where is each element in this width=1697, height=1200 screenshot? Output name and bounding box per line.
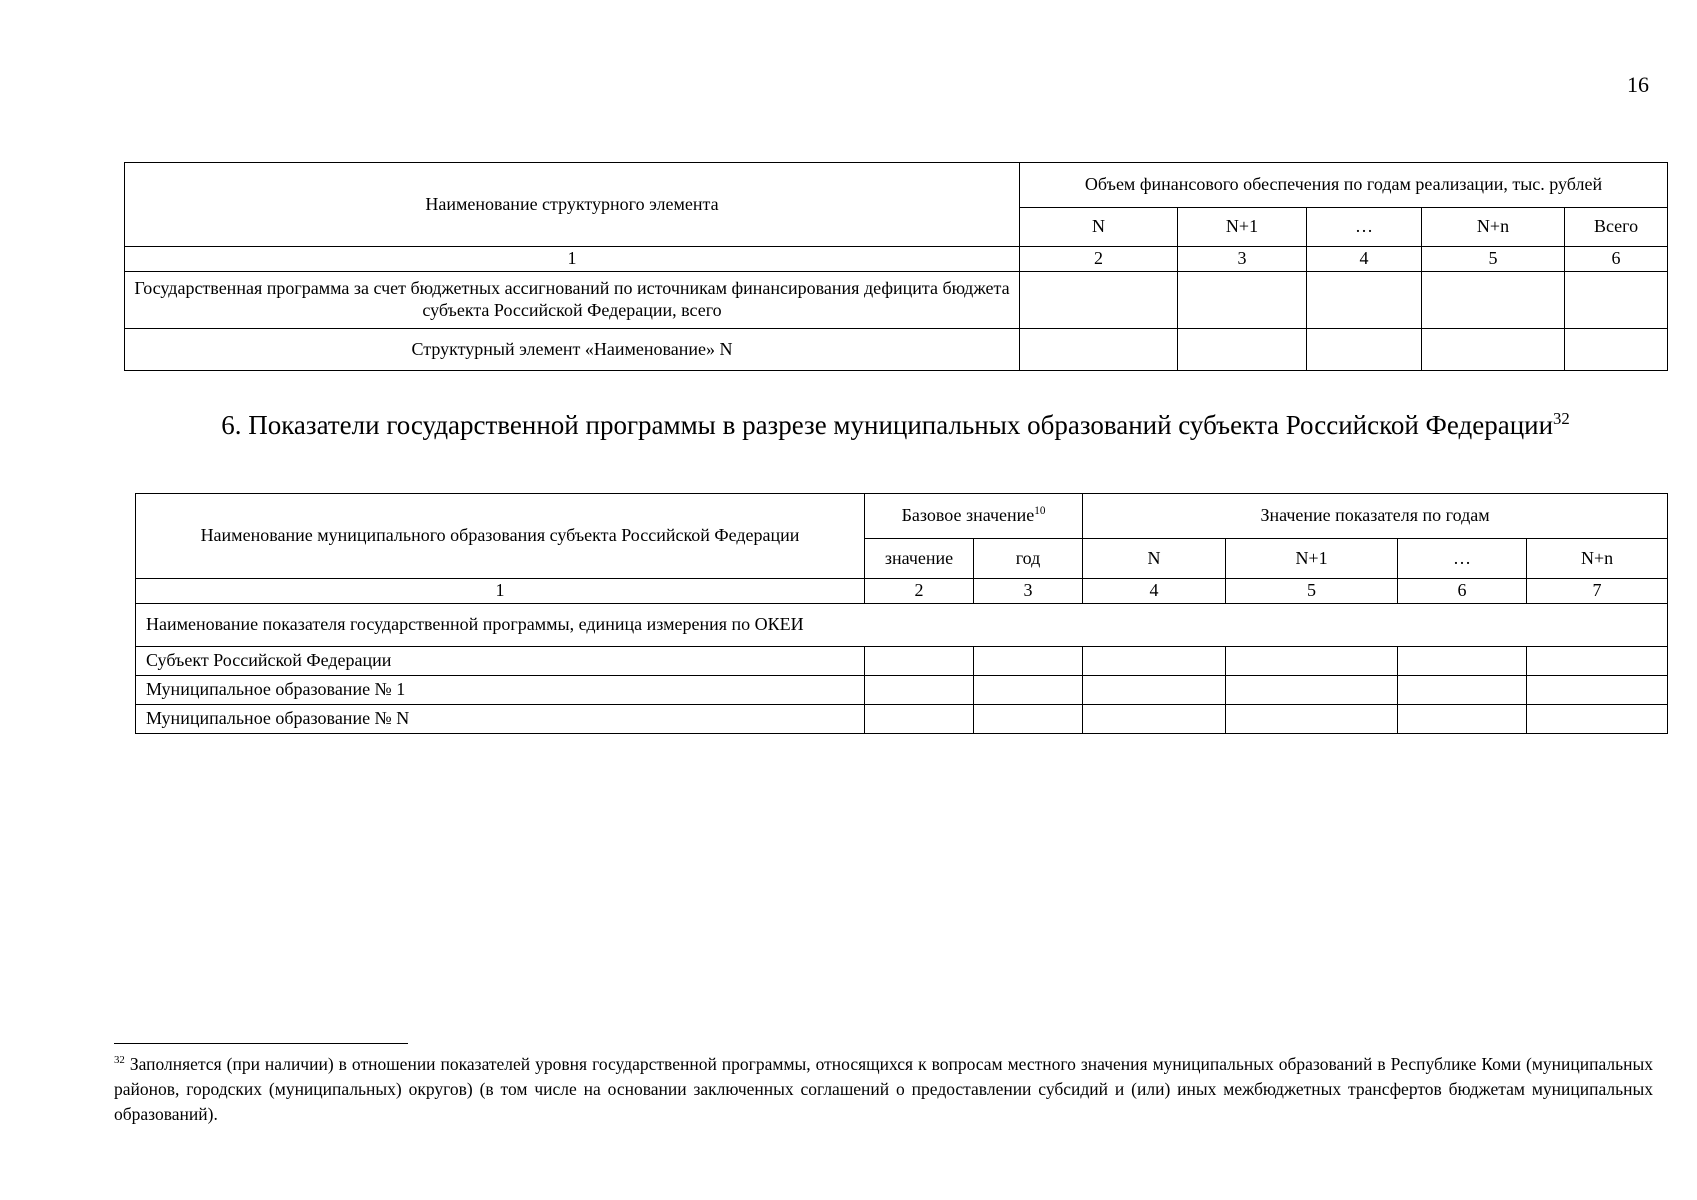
indicator-cell	[974, 705, 1083, 734]
footnote-number: 32	[114, 1054, 125, 1067]
indicators-col-number: 7	[1527, 579, 1668, 604]
finance-cell	[1565, 272, 1668, 329]
indicators-col-number: 4	[1083, 579, 1226, 604]
indicators-col-number: 1	[136, 579, 865, 604]
finance-header-name: Наименование структурного элемента	[125, 163, 1020, 247]
indicator-cell	[1226, 705, 1398, 734]
indicator-cell	[974, 647, 1083, 676]
finance-cell	[1020, 272, 1178, 329]
indicators-header-year: N+1	[1226, 539, 1398, 579]
table-row	[125, 329, 1668, 371]
finance-cell	[1020, 329, 1178, 371]
indicators-header-name: Наименование муниципального образования субъекта Российской Федерации	[136, 494, 865, 579]
table-row	[136, 647, 1668, 676]
finance-col-number: 3	[1178, 247, 1307, 272]
indicator-cell	[1398, 705, 1527, 734]
finance-col-number: 4	[1307, 247, 1422, 272]
indicators-header-base-value: значение	[865, 539, 974, 579]
indicators-header-year: …	[1398, 539, 1527, 579]
finance-col-number: 5	[1422, 247, 1565, 272]
indicators-col-number: 6	[1398, 579, 1527, 604]
indicator-cell	[1527, 647, 1668, 676]
indicator-cell	[1226, 676, 1398, 705]
indicator-name-row: Наименование показателя государственной программы, единица измерения по ОКЕИ	[136, 604, 1668, 647]
indicator-cell	[865, 676, 974, 705]
indicator-cell	[1527, 705, 1668, 734]
finance-header-year: N	[1020, 208, 1178, 247]
municipality-name: Муниципальное образование № N	[136, 705, 865, 734]
indicators-col-number: 2	[865, 579, 974, 604]
indicators-table	[135, 493, 1668, 734]
finance-header-year: N+1	[1178, 208, 1307, 247]
table-row	[136, 705, 1668, 734]
finance-cell	[1422, 329, 1565, 371]
indicator-cell	[865, 647, 974, 676]
indicator-cell	[974, 676, 1083, 705]
finance-col-number: 6	[1565, 247, 1668, 272]
finance-cell	[1178, 272, 1307, 329]
indicators-header-base	[865, 494, 1083, 539]
finance-header-year: …	[1307, 208, 1422, 247]
indicator-cell	[1226, 647, 1398, 676]
municipality-name: Муниципальное образование № 1	[136, 676, 865, 705]
footnote-text: Заполняется (при наличии) в отношении показателей уровня государственной программы, относящихся к вопросам местного значения муниципальных образований в Республике Коми (муниципальных районов, городских (муниципальных) округов) (в том числе на основании заключенных соглашений о предоставлении субсидий и (или) иных межбюджетных трансфертов бюджетам муниципальных образований).	[114, 1054, 1654, 1124]
finance-cell	[1178, 329, 1307, 371]
indicators-col-number: 3	[974, 579, 1083, 604]
base-value-label: Базовое значение	[901, 505, 1035, 526]
finance-cell	[1307, 272, 1422, 329]
finance-col-number: 2	[1020, 247, 1178, 272]
table-row	[136, 676, 1668, 705]
indicator-cell	[1083, 647, 1226, 676]
finance-header-year: N+n	[1422, 208, 1565, 247]
indicator-cell	[1527, 676, 1668, 705]
finance-header-volume: Объем финансового обеспечения по годам реализации, тыс. рублей	[1020, 163, 1668, 208]
indicator-cell	[1083, 676, 1226, 705]
indicators-header-year: N+n	[1527, 539, 1668, 579]
finance-table	[124, 162, 1668, 371]
finance-header-total: Всего	[1565, 208, 1668, 247]
page-number: 16	[1627, 72, 1649, 97]
municipality-name: Субъект Российской Федерации	[136, 647, 865, 676]
footnote-divider	[114, 1043, 408, 1044]
finance-row-name: Государственная программа за счет бюджетных ассигнований по источникам финансирования дефицита бюджета субъекта Российской Федерации, всего	[125, 272, 1020, 329]
indicators-header-year: N	[1083, 539, 1226, 579]
footnote	[114, 1052, 1653, 1127]
section-heading	[124, 410, 1667, 441]
indicators-header-base-year: год	[974, 539, 1083, 579]
indicator-cell	[865, 705, 974, 734]
indicator-cell	[1398, 676, 1527, 705]
table-row	[125, 272, 1668, 329]
indicator-cell	[1083, 705, 1226, 734]
indicators-header-years: Значение показателя по годам	[1083, 494, 1668, 539]
finance-cell	[1565, 329, 1668, 371]
finance-cell	[1307, 329, 1422, 371]
section-footnote-ref: 32	[1553, 409, 1570, 428]
finance-cell	[1422, 272, 1565, 329]
finance-row-name: Структурный элемент «Наименование» N	[125, 329, 1020, 371]
finance-col-number: 1	[125, 247, 1020, 272]
section-title: 6. Показатели государственной программы в разрезе муниципальных образований субъекта Российской Федерации	[221, 410, 1554, 440]
indicator-cell	[1398, 647, 1527, 676]
base-footnote-ref: 10	[1034, 505, 1046, 518]
indicators-col-number: 5	[1226, 579, 1398, 604]
